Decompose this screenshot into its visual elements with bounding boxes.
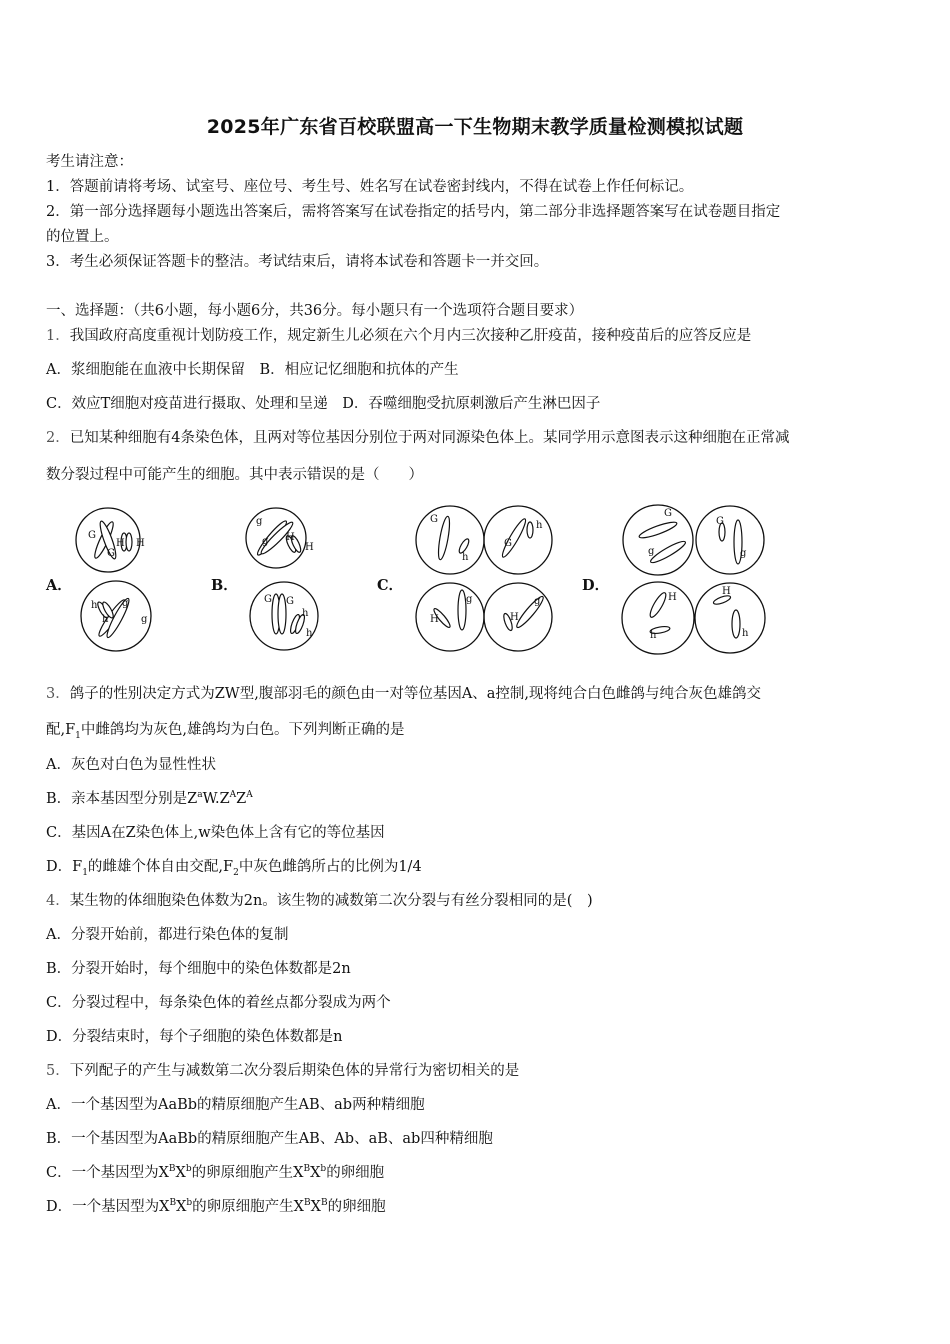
text-segment: X (175, 1165, 186, 1181)
gene-label: g (466, 594, 473, 605)
gene-label: H (430, 614, 439, 625)
cell-c-3 (416, 583, 484, 651)
chromosome (638, 519, 678, 540)
gene-label: H (136, 538, 145, 549)
gene-label: H (722, 586, 731, 597)
text-segment: 的卵原细胞产生X (191, 1165, 304, 1181)
chromosome (514, 594, 546, 630)
text-segment: 配,F (46, 722, 76, 738)
question-2-stem-line-2: 数分裂过程中可能产生的细胞。其中表示错误的是（ ） (46, 467, 423, 483)
question-4-option-c: C．分裂过程中，每条染色体的着丝点都分裂成为两个 (46, 995, 391, 1011)
question-2-figure (46, 500, 906, 660)
chromosome (648, 591, 669, 619)
superscript: A (246, 790, 253, 801)
question-4-option-a: A．分裂开始前，都进行染色体的复制 (46, 927, 289, 943)
gene-label: g (740, 548, 747, 559)
gene-label: H (116, 538, 125, 549)
question-number: 3． (46, 686, 70, 702)
superscript: b (186, 1198, 193, 1209)
question-text: 下列配子的产生与减数第二次分裂后期染色体的异常行为密切相关的是 (69, 1063, 520, 1079)
option-a-label: A． (46, 577, 72, 594)
question-number: 1． (46, 328, 70, 344)
question-5-stem (46, 1061, 519, 1081)
chromosome (278, 594, 286, 634)
question-1-options-row-2: C．效应T细胞对疫苗进行摄取、处理和呈递 D．吞噬细胞受抗原刺激后产生淋巴因子 (46, 396, 601, 412)
gene-label: h (742, 628, 749, 639)
text-segment: X (310, 1199, 321, 1215)
superscript: B (320, 1198, 328, 1209)
text-segment: C．一个基因型为X (46, 1165, 169, 1181)
gene-label: H (510, 612, 519, 623)
question-text: 某生物的体细胞染色体数为2n。该生物的减数第二次分裂与有丝分裂相同的是( ) (69, 893, 593, 909)
question-4-option-b: B．分裂开始时，每个细胞中的染色体数都是2n (46, 961, 351, 977)
text-segment: D．F (46, 859, 83, 875)
text-segment: D．一个基因型为X (46, 1199, 170, 1215)
option-c-label: C． (377, 577, 404, 594)
question-4-option-d: D．分裂结束时，每个子细胞的染色体数都是n (46, 1029, 343, 1045)
cell-d-1 (623, 505, 693, 575)
question-3-option-b (46, 789, 253, 809)
gene-label: H (286, 532, 295, 543)
question-4-stem (46, 891, 593, 911)
gene-label: h (536, 520, 543, 531)
question-number: 2． (46, 430, 70, 446)
text-segment: 的雌雄个体自由交配,F (87, 859, 234, 875)
chromosome (732, 610, 740, 638)
question-1-options-row-1: A．浆细胞能在血液中长期保留 B．相应记忆细胞和抗体的产生 (46, 362, 459, 378)
superscript: b (185, 1164, 192, 1175)
text-segment: 的卵细胞 (327, 1199, 386, 1215)
gene-label: g (262, 536, 269, 547)
notice-item-3: 3．考生必须保证答题卡的整洁。考试结束后，请将本试卷和答题卡一并交回。 (46, 254, 549, 270)
gene-label: G (430, 514, 438, 525)
question-5-option-c (46, 1163, 384, 1183)
question-text: 鸽子的性别决定方式为ZW型,腹部羽毛的颜色由一对等位基因A、a控制,现将纯合白色雌鸽与纯合灰色雄鸽交 (69, 686, 762, 702)
text-segment: 的卵细胞 (326, 1165, 385, 1181)
question-text: 已知某种细胞有4条染色体，且两对等位基因分别位于两对同源染色体上。某同学用示意图表示这种细胞在正常减 (69, 430, 790, 446)
question-3-option-d (46, 857, 422, 877)
cell-c-1 (416, 506, 484, 574)
cell-d-2 (696, 506, 764, 574)
question-5-option-d (46, 1197, 386, 1217)
gene-label: H (668, 592, 677, 603)
question-5-option-b: B．一个基因型为AaBb的精原细胞产生AB、Ab、aB、ab四种精细胞 (46, 1131, 493, 1147)
gene-label: g (141, 614, 148, 625)
notice-item-1: 1．答题前请将考场、试室号、座位号、考生号、姓名写在试卷密封线内，不得在试卷上作任何标记。 (46, 179, 694, 195)
gene-label: g (256, 516, 263, 527)
question-2-stem-line-1 (46, 428, 789, 448)
notice-heading: 考生请注意： (46, 154, 133, 170)
page-title: 2025年广东省百校联盟高一下生物期末教学质量检测模拟试题 (206, 116, 744, 138)
notice-item-2: 2．第一部分选择题每小题选出答案后，需将答案写在试卷指定的括号内，第二部分非选择题答案写在试卷题目指定 (46, 204, 781, 220)
text-segment: X (176, 1199, 187, 1215)
gene-label: G (504, 538, 512, 549)
notice-item-2-cont: 的位置上。 (46, 229, 119, 245)
text-segment: 中灰色雌鸽所占的比例为1/4 (238, 859, 422, 875)
subscript: 2 (233, 867, 239, 878)
superscript: B (168, 1164, 176, 1175)
gene-label: G (286, 596, 294, 607)
option-b-label: B． (211, 577, 238, 594)
gene-label: h (306, 628, 313, 639)
text-segment: 中雌鸽均为灰色,雄鸽均为白色。下列判断正确的是 (80, 722, 405, 738)
question-3-option-c: C．基因A在Z染色体上,w染色体上含有它的等位基因 (46, 825, 385, 841)
cell-d-3 (622, 582, 694, 654)
question-5-option-a: A．一个基因型为AaBb的精原细胞产生AB、ab两种精细胞 (46, 1097, 425, 1113)
gene-label: g (648, 546, 655, 557)
text-segment: B．亲本基因型分别是Z (46, 791, 198, 807)
cell-diagrams (46, 500, 906, 660)
superscript: b (320, 1164, 327, 1175)
gene-label: G (264, 594, 272, 605)
question-1-stem (46, 326, 751, 346)
text-segment: W.Z (202, 791, 230, 807)
text-segment: Z (236, 791, 247, 807)
question-3-option-a: A．灰色对白色为显性性状 (46, 757, 216, 773)
subscript: 1 (82, 867, 88, 878)
question-text: 我国政府高度重视计划防疫工作，规定新生儿必须在六个月内三次接种乙肝疫苗，接种疫苗后的应答反应是 (69, 328, 752, 344)
chromosome (436, 516, 452, 561)
chromosome (126, 533, 132, 551)
chromosome (458, 590, 466, 630)
section-heading: 一、选择题：（共6小题，每小题6分，共36分。每小题只有一个选项符合题目要求） (46, 303, 584, 319)
superscript: B (169, 1198, 177, 1209)
gene-label: h (302, 608, 309, 619)
option-d-label: D． (582, 577, 610, 594)
gene-label: G (664, 508, 672, 519)
gene-label: h (102, 614, 109, 625)
gene-label: H (305, 542, 314, 553)
question-3-stem-line-1 (46, 684, 761, 704)
question-number: 5． (46, 1063, 70, 1079)
superscript: a (197, 790, 203, 801)
gene-label: G (107, 548, 115, 559)
text-segment: X (310, 1165, 321, 1181)
text-segment: 的卵原细胞产生X (192, 1199, 304, 1215)
superscript: A (229, 790, 237, 801)
gene-label: h (650, 630, 657, 641)
superscript: B (304, 1198, 311, 1209)
chromosome (527, 522, 533, 538)
question-3-stem-line-2 (46, 720, 405, 740)
gene-label: G (88, 530, 96, 541)
chromosome (649, 539, 688, 566)
subscript: 1 (75, 730, 81, 741)
gene-label: G (716, 516, 724, 527)
gene-label: h (91, 600, 98, 611)
gene-label: g (122, 598, 129, 609)
gene-label: g (534, 596, 541, 607)
question-number: 4． (46, 893, 70, 909)
superscript: B (303, 1164, 311, 1175)
gene-label: h (462, 552, 469, 563)
